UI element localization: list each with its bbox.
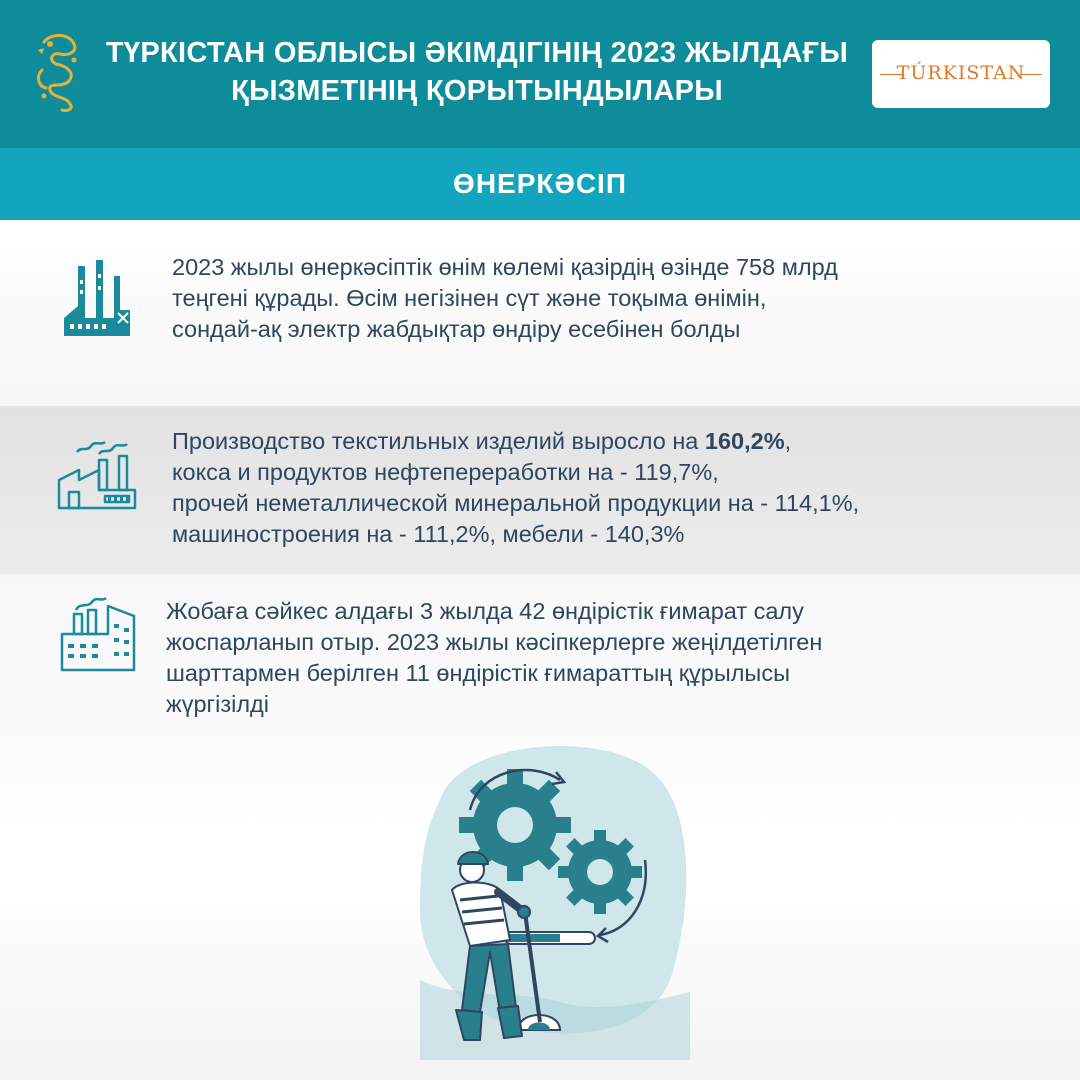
brand-logo-text: TÚRKISTAN bbox=[896, 62, 1026, 84]
worker-with-gears-icon bbox=[400, 740, 700, 1060]
text-line: теңгені құрады. Өсім негізінен сүт және тоқыма өнімін, bbox=[172, 285, 767, 311]
factory-building-icon bbox=[58, 596, 138, 672]
title-line-1: ТҮРКІСТАН ОБЛЫСЫ ӘКІМДІГІНІҢ 2023 ЖЫЛДАҒЫ bbox=[105, 37, 849, 69]
text-line: машиностроения на - 111,2%, мебели - 140,3% bbox=[172, 521, 685, 547]
text-line: 2023 жылы өнеркәсіптік өнім көлемі қазірдің өзінде 758 млрд bbox=[172, 254, 838, 280]
snow-leopard-emblem-icon bbox=[30, 30, 86, 114]
header bbox=[0, 0, 1080, 148]
text-prefix: Производство текстильных изделий выросло на bbox=[172, 428, 705, 454]
section-title: ӨНЕРКӘСІП bbox=[453, 168, 627, 199]
text-line: прочей неметаллической минеральной продукции на - 114,1%, bbox=[172, 490, 860, 516]
title-line-2: ҚЫЗМЕТІНІҢ ҚОРЫТЫНДЫЛАРЫ bbox=[231, 75, 723, 107]
text-line: кокса и продуктов нефтепереработки на - 119,7%, bbox=[172, 459, 719, 485]
info-row-2 bbox=[0, 406, 1080, 574]
info-text-1 bbox=[172, 252, 1052, 345]
text-line bbox=[172, 426, 1052, 457]
factory-icon bbox=[60, 260, 136, 340]
brand-logo bbox=[872, 40, 1050, 108]
info-text-3 bbox=[166, 596, 1046, 720]
highlight-value: 160,2% bbox=[704, 428, 785, 454]
info-text-2 bbox=[172, 426, 1052, 550]
section-bar bbox=[0, 148, 1080, 220]
text-line: жоспарланып отыр. 2023 жылы кәсіпкерлерге жеңілдетілген bbox=[166, 629, 823, 655]
text-line: сондай-ақ электр жабдықтар өндіру есебінен болды bbox=[172, 316, 741, 342]
text-line: шарттармен берілген 11 өндірістік ғимараттың құрылысы bbox=[166, 660, 790, 686]
info-row-1 bbox=[0, 220, 1080, 406]
page-title bbox=[92, 34, 862, 110]
industrial-plant-icon bbox=[55, 438, 139, 512]
text-line: Жобаға сәйкес алдағы 3 жылда 42 өндірістік ғимарат салу bbox=[166, 598, 804, 624]
text-line: жүргізілді bbox=[166, 691, 269, 717]
text-suffix: , bbox=[784, 428, 792, 454]
